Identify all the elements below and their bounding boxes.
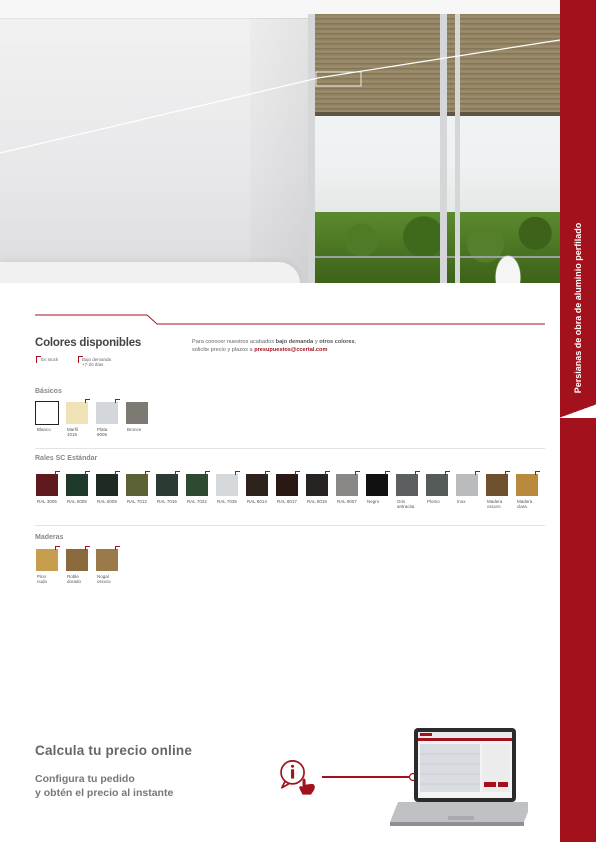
color-swatch [246, 474, 268, 496]
color-swatch [96, 549, 118, 571]
email-link[interactable]: presupuestos@ccertal.com [254, 347, 328, 353]
color-swatch [96, 474, 118, 496]
swatch-label: Bronce [127, 427, 142, 432]
info-touch-icon[interactable] [278, 754, 324, 800]
hero-photo [0, 0, 560, 283]
swatch-label: Roble dorado [67, 574, 82, 585]
color-swatch [126, 474, 148, 496]
color-swatch [36, 474, 58, 496]
info-text-line2: solicite precio y plazos a [192, 347, 255, 353]
swatch-label: RAL 9007 [337, 499, 357, 504]
color-swatch [306, 474, 328, 496]
color-swatch [516, 474, 538, 496]
color-swatch [396, 474, 418, 496]
legend-stock: En stock [41, 357, 59, 362]
on-demand-marker-icon [205, 471, 210, 475]
promo-subtitle-line1: Configura tu pedido [35, 773, 135, 785]
swatch-label: RAL 8017 [277, 499, 297, 504]
section-title: Rales SC Estándar [35, 455, 98, 462]
side-banner [560, 0, 596, 842]
color-swatch [66, 402, 88, 424]
color-swatch [36, 402, 58, 424]
color-swatch [336, 474, 358, 496]
on-demand-marker-icon [115, 471, 120, 475]
color-swatch [96, 402, 118, 424]
swatch-label: RAL 7022 [187, 499, 207, 504]
on-demand-marker-icon [475, 471, 480, 475]
on-demand-marker-icon [145, 471, 150, 475]
color-swatch [456, 474, 478, 496]
info-text [192, 338, 422, 354]
on-demand-marker-icon [85, 546, 90, 550]
on-demand-marker-icon [445, 471, 450, 475]
promo-subtitle [35, 772, 173, 800]
swatch-label: Madera oscuro [487, 499, 503, 510]
on-demand-marker-icon [55, 546, 60, 550]
color-swatch [186, 474, 208, 496]
section-title: Maderas [35, 534, 64, 541]
on-demand-marker-icon [235, 471, 240, 475]
legend-on-demand: Bajo demanda +7-20 días [82, 357, 112, 367]
on-demand-marker-icon [385, 471, 390, 475]
color-swatch [156, 474, 178, 496]
color-swatch [126, 402, 148, 424]
on-demand-marker-icon [535, 471, 540, 475]
laptop-icon [378, 728, 528, 832]
swatch-label: RAL 8014 [247, 499, 267, 504]
color-swatch [66, 549, 88, 571]
on-demand-marker-icon [415, 471, 420, 475]
side-banner-title: Persianas de obra de aluminio perfilado [573, 222, 583, 394]
callout-lines [0, 0, 560, 283]
on-demand-marker-icon [85, 471, 90, 475]
swatch-label: Marfil 1015 [67, 427, 78, 438]
on-demand-marker-icon [355, 471, 360, 475]
info-other-colors: otros colores [319, 339, 355, 345]
swatch-label: RAL 3005 [37, 499, 57, 504]
on-demand-marker-icon [175, 471, 180, 475]
on-demand-marker-icon [505, 471, 510, 475]
info-text-part: y [313, 339, 320, 345]
on-demand-marker-icon [115, 399, 120, 403]
on-demand-marker-icon [265, 471, 270, 475]
swatch-label: Inox [457, 499, 466, 504]
swatch-label: Madera clara [517, 499, 533, 510]
color-swatch [486, 474, 508, 496]
on-demand-marker-icon [55, 471, 60, 475]
swatch-label: RAL 7035 [217, 499, 237, 504]
swatch-label: Pino nudo [37, 574, 48, 585]
info-text-part: Para conocer nuestros acabados [192, 339, 276, 345]
on-demand-marker-icon [295, 471, 300, 475]
swatch-label: RAL 6009 [97, 499, 117, 504]
swatch-label: Plomo [427, 499, 440, 504]
swatch-label: Plata 9006 [97, 427, 108, 438]
swatch-label: Blanco [37, 427, 51, 432]
color-swatch [66, 474, 88, 496]
color-swatch [276, 474, 298, 496]
info-text-part: , [354, 339, 357, 345]
section-rule [35, 448, 545, 449]
swatch-label: Nogal oscuro [97, 574, 111, 585]
colores-title: Colores disponibles [35, 337, 142, 349]
section-title: Básicos [35, 388, 62, 395]
swatch-label: Gris antracita [397, 499, 415, 510]
swatch-label: RAL 7016 [157, 499, 177, 504]
on-demand-marker-icon [85, 399, 90, 403]
color-swatch [426, 474, 448, 496]
swatch-label: RAL 8019 [307, 499, 327, 504]
on-demand-marker-icon [325, 471, 330, 475]
color-swatch [36, 549, 58, 571]
swatch-label: Negro [367, 499, 380, 504]
section-rule [35, 525, 545, 526]
color-swatch [216, 474, 238, 496]
promo-title: Calcula tu precio online [35, 743, 193, 758]
info-on-demand: bajo demanda [275, 339, 314, 345]
on-demand-marker-icon [115, 546, 120, 550]
swatch-label: RAL 6005 [67, 499, 87, 504]
color-swatch [366, 474, 388, 496]
section-divider [35, 314, 545, 326]
promo-subtitle-line2: y obtén el precio al instante [35, 787, 174, 799]
swatch-label: RAL 7012 [127, 499, 147, 504]
